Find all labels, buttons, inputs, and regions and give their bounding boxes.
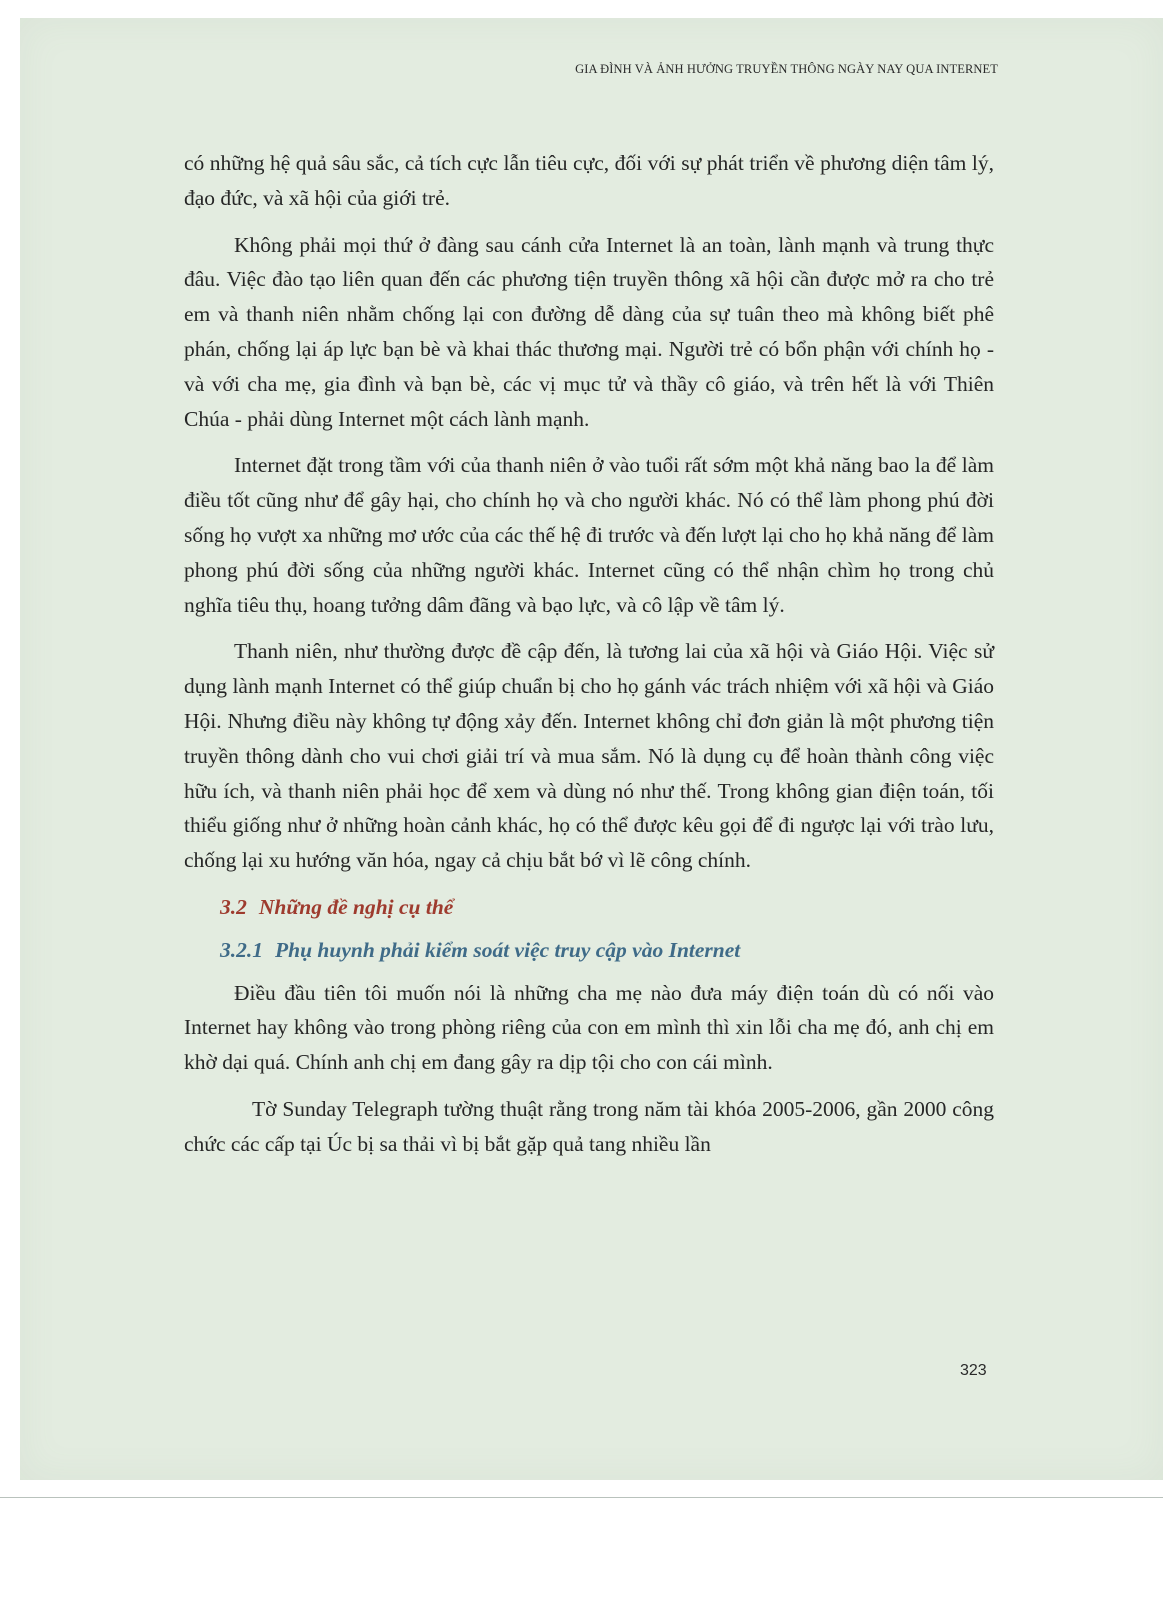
subsection-number: 3.2.1 bbox=[220, 937, 263, 962]
paragraph-continuation: có những hệ quả sâu sắc, cả tích cực lẫn tiêu cực, đối với sự phát triển về phương diện tâm lý, đạo đức, và xã hội của giới trẻ. bbox=[184, 151, 994, 210]
section-heading bbox=[220, 890, 994, 925]
paragraph: Thanh niên, như thường được đề cập đến, là tương lai của xã hội và Giáo Hội. Việc sử dụng lành mạnh Internet có thể giúp chuẩn bị cho họ gánh vác trách nhiệm với xã hội và Giáo Hội. Nhưng điều này không tự động xảy đến. Internet không chỉ đơn giản là một phương tiện truyền thông dành cho vui chơi giải trí và mua sắm. Nó là dụng cụ để hoàn thành công việc hữu ích, và thanh niên phải học để xem và dùng nó như thế. Trong không gian điện toán, tối thiểu giống như ở những hoàn cảnh khác, họ có thể được kêu gọi để đi ngược lại với trào lưu, chống lại xu hướng văn hóa, ngay cả chịu bắt bớ vì lẽ công chính. bbox=[184, 639, 994, 873]
section-number: 3.2 bbox=[220, 894, 247, 919]
page-number: 323 bbox=[960, 1362, 987, 1379]
scan-edge-line bbox=[0, 1497, 1163, 1498]
running-header: GIA ĐÌNH VÀ ẢNH HƯỞNG TRUYỀN THÔNG NGÀY NAY QUA INTERNET bbox=[575, 62, 998, 76]
paragraph: Điều đầu tiên tôi muốn nói là những cha mẹ nào đưa máy điện toán dù có nối vào Internet hay không vào trong phòng riêng của con em mình thì xin lỗi cha mẹ đó, anh chị em khờ dại quá. Chính anh chị em đang gây ra dịp tội cho con cái mình. bbox=[184, 980, 994, 1075]
body-text bbox=[184, 146, 994, 1174]
paragraph: Tờ Sunday Telegraph tường thuật rằng trong năm tài khóa 2005-2006, gần 2000 công chức các cấp tại Úc bị sa thải vì bị bắt gặp quả tang nhiều lần bbox=[184, 1096, 994, 1156]
subsection-heading bbox=[220, 933, 994, 968]
subsection-title: Phụ huynh phải kiểm soát việc truy cập vào Internet bbox=[275, 937, 741, 962]
paragraph: Không phải mọi thứ ở đàng sau cánh cửa Internet là an toàn, lành mạnh và trung thực đâu. Việc đào tạo liên quan đến các phương tiện truyền thông xã hội cần được mở ra cho trẻ em và thanh niên nhằm chống lại con đường dễ dàng của sự tuân theo mà không biết phê phán, chống lại áp lực bạn bè và khai thác thương mại. Người trẻ có bổn phận với chính họ - và với cha mẹ, gia đình và bạn bè, các vị mục tử và thầy cô giáo, và trên hết là với Thiên Chúa - phải dùng Internet một cách lành mạnh. bbox=[184, 232, 994, 431]
section-title: Những đề nghị cụ thể bbox=[258, 894, 454, 919]
paragraph: Internet đặt trong tầm với của thanh niên ở vào tuổi rất sớm một khả năng bao la để làm điều tốt cũng như để gây hại, cho chính họ và cho người khác. Nó có thể làm phong phú đời sống họ vượt xa những mơ ước của các thế hệ đi trước và đến lượt lại cho họ khả năng để làm phong phú đời sống của những người khác. Internet cũng có thể nhận chìm họ trong chủ nghĩa tiêu thụ, hoang tưởng dâm đãng và bạo lực, và cô lập về tâm lý. bbox=[184, 453, 994, 617]
